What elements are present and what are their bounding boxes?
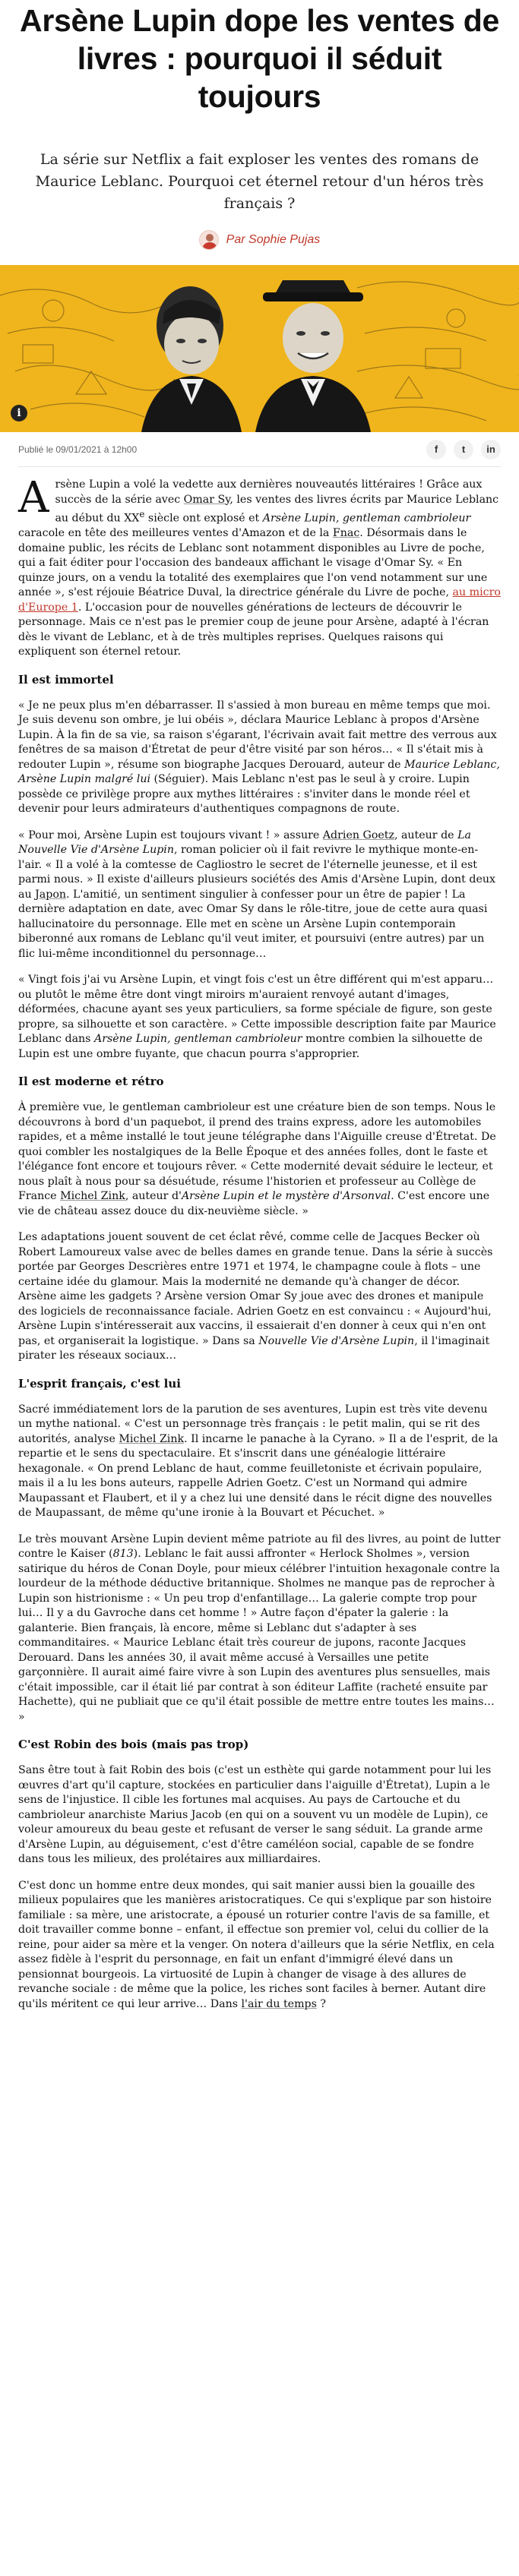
paragraph: Le très mouvant Arsène Lupin devient même patriote au fil des livres, au point de lutter contre le Kaiser (813). Leblanc le fait aussi affronter « Herlock Sholmes », version satirique du héros de Conan Doyle, pour mieux célébrer l'intuition hexagonale contre la lourdeur de la méthode déductive britannique. Sholmes ne manque pas de reprocher à Lupin son histrionisme : « Un peu trop d'enfantillage… La galerie compte trop pour lui… Il y a du Gavroche dans cet homme ! » Autre façon d'épater la galerie : la galanterie. Bien français, là encore, même si Leblanc dut s'adapter à ses commanditaires. « Maurice Leblanc était très coureur de jupons, raconte Jacques Derouard. Dans les années 30, il avait même accusé à Versailles une petite garçonnière. Il aurait aimé faire vivre à son Lupin des aventures plus sensuelles, mais c'était impossible, car il était lié par contrat à son éditeur Laffite (racheté ensuite par Hachette), qui ne publiait que ce qu'il était possible de mettre entre toutes les mains… » (18, 1533, 501, 1723)
byline (18, 230, 501, 250)
paragraph: C'est donc un homme entre deux mondes, qui sait manier aussi bien la gouaille des milieux populaires que les manières aristocratiques. Ce qui s'explique par son histoire familiale : sa mère, une aristocrate, a épousé un roturier contre l'avis de sa famille, et doit travailler comme bonne – enfant, il effectue son premier vol, celui du collier de la reine, pour aider sa mère et la venger. On notera d'ailleurs que la série Netflix, en cela assez fidèle à l'esprit du personnage, en fait un enfant d'immigré élevé dans un pensionnat bourgeois. La virtuosité de Lupin à changer de visage à des allures de revanche sociale : de même que la police, les riches sont faciles à berner. Autant dire qu'ils méritent ce qui leur arrive… Dans l'air du temps ? (18, 1879, 495, 2010)
article-body (18, 473, 501, 2012)
paragraph: Les adaptations jouent souvent de cet éclat rêvé, comme celle de Jacques Becker où Robert Lamoureux valse avec de belles dames en grande tenue. Dans la série à succès portée par Georges Descrières entre 1971 et 1974, le champagne coule à flots – une certaine idée du glamour. Mais la modernité ne demande qu'à changer de décor. Arsène aime les gadgets ? Arsène version Omar Sy joue avec des drones et manipule des logiciels de reconnaissance faciale. Adrien Goetz en est convaincu : « Aujourd'hui, Arsène Lupin s'intéresserait aux vaccins, il essaierait d'en donner à ceux qui n'en ont pas, et organiserait la logistique. » Dans sa Nouvelle Vie d'Arsène Lupin, il l'imaginait pirater les réseaux sociaux… (18, 1231, 493, 1362)
paragraph: Sacré immédiatement lors de la parution de ses aventures, Lupin est très vite devenu un mythe national. « C'est un personnage très français : le petit malin, qui se rit des autorités, analyse Michel Zink. Il incarne le panache à la Cyrano. » Il a de l'esprit, de la repartie et le sens du spectaculaire. Et s'inscrit dans une généalogie littéraire hexagonale. « On prend Leblanc de haut, comme feuilletoniste et écrivain populaire, mais il a lu les bons auteurs, rappelle Adrien Goetz. C'est un Normand qui admire Maupassant et Flaubert, et il y a chez lui une densité dans le récit digne des nouvelles de Maupassant, de même qu'une ironie à la Bouvart et Pécuchet. » (18, 1403, 498, 1520)
paragraph: À première vue, le gentleman cambrioleur est une créature bien de son temps. Nous le découvrons à bord d'un paquebot, il prend des trains express, adore les automobiles rapides, et a même installé le tout jeune télégraphe dans l'Aiguille creuse d'Étretat. De quoi combler les nostalgiques de la Belle Époque et des années folles, dont le faste et l'élégance font encore et toujours rêver. « Cette modernité devait séduire le lecteur, et nous plaît à nous pour sa désuétude, résume l'historien et professeur au Collège de France Michel Zink, auteur d'Arsène Lupin et le mystère d'Arsonval. C'est encore une vie de château assez douce du dix-neuvième siècle. » (18, 1101, 496, 1217)
paragraph: « Vingt fois j'ai vu Arsène Lupin, et vingt fois c'est un être différent qui m'est apparu… ou plutôt le même être dont vingt miroirs m'auraient renvoyé autant d'images, déformées, chacune ayant ses yeux particuliers, sa forme spéciale de figure, son geste propre, sa silhouette et son caractère. » Cette impossible description faite par Maurice Leblanc dans Arsène Lupin, gentleman cambrioleur montre combien la silhouette de Lupin est une ombre fuyante, que chacun pourra s'approprier. (18, 974, 496, 1060)
author-link[interactable]: Par Sophie Pujas (226, 233, 321, 246)
section-heading: C'est Robin des bois (mais pas trop) (18, 1738, 249, 1752)
article-lede: La série sur Netflix a fait exploser les ventes des romans de Maurice Leblanc. Pourquoi cet éternel retour d'un héros très français ? (35, 151, 484, 212)
paragraph: « Je ne peux plus m'en débarrasser. Il s'assied à mon bureau en même temps que moi. Je suis devenu son ombre, je lui obéis », déclara Maurice Leblanc à propos d'Arsène Lupin. À la fin de sa vie, sa raison s'égarant, l'écrivain avait fait mettre des verrous aux fenêtres de sa maison d'Étretat de peur d'être visité par son héros… « Il s'était mis à redouter Lupin », résume son biographe Jacques Derouard, auteur de Maurice Leblanc, Arsène Lupin malgré lui (Séguier). Mais Leblanc n'est pas le seul à y croire. Lupin possède ce privilège propre aux mythes littéraires : s'inviter dans le monde réel et devenir pour leurs admirateurs d'authentiques compagnons de route. (18, 699, 500, 816)
linkedin-share-icon[interactable]: in (481, 440, 501, 459)
publish-date: Publié le 09/01/2021 à 12h00 (18, 444, 138, 455)
paragraph: Sans être tout à fait Robin des bois (c'est un esthète qui garde notamment pour lui les œuvres d'art qu'il capture, stockées en particulier dans l'aiguille d'Étretat), Lupin a le sens de l'injustice. Il cible les fortunes mal acquises. Au pays de Cartouche et du cambrioleur anarchiste Marius Jacob (en qui on a souvent vu un modèle de Lupin), ce voleur amoureux du beau geste et refusant de verser le sang séduit. La grande arme d'Arsène Lupin, au déguisement, c'est d'être caméléon social, capable de se fondre dans tous les milieux, des prolétaires aux milliardaires. (18, 1764, 492, 1866)
drop-cap: A (18, 473, 49, 522)
article-headline: Arsène Lupin dope les ventes de livres : pourquoi il séduit toujours (20, 3, 499, 114)
link-adrien-goetz[interactable]: Adrien Goetz (322, 829, 394, 841)
info-icon[interactable]: i (11, 405, 27, 421)
paragraph: « Pour moi, Arsène Lupin est toujours vivant ! » assure Adrien Goetz, auteur de La Nouvelle Vie d'Arsène Lupin, roman policier où il fait revivre le mythique monte-en-l'air. « Il a volé à la comtesse de Cagliostro le secret de l'éternelle jeunesse, et il est parmi nous. » Il existe d'ailleurs plusieurs sociétés des Amis d'Arsène Lupin, dont deux au Japon. L'amitié, un sentiment singulier à confesser pour un être de papier ! La dernière adaptation en date, avec Omar Sy dans le rôle-titre, joue de cette aura quasi hallucinatoire du personnage. Elle met en scène un Arsène Lupin contemporain biberonné aux romans de Leblanc qu'il veut imiter, et poursuivi (entre autres) par un flic lui-même inconditionnel du personnage… (18, 829, 495, 960)
link-omar-sy[interactable]: Omar Sy (183, 493, 230, 506)
link-europe1[interactable]: au micro d'Europe 1 (18, 586, 501, 614)
section-heading: Il est immortel (18, 672, 114, 687)
facebook-share-icon[interactable]: f (426, 440, 446, 459)
hero-image (0, 265, 519, 432)
hero-illustration (0, 265, 519, 432)
link-michel-zink-2[interactable]: Michel Zink (119, 1432, 185, 1445)
link-japon[interactable]: Japon (35, 888, 67, 901)
paragraph: Arsène Lupin a volé la vedette aux dernières nouveautés littéraires ! Grâce aux succès de la série avec Omar Sy, les ventes des livres écrits par Maurice Leblanc au début du XXe siècle ont explosé et Arsène Lupin, gentleman cambrioleur caracole en tête des meilleures ventes d'Amazon et de la Fnac. Désormais dans le domaine public, les récits de Leblanc sont notamment disponibles au Livre de poche, qui a fait éditer pour l'occasion des bandeaux affichant le visage d'Omar Sy. « En quinze jours, on a vendu la totalité des exemplaires que l'on vend notamment sur une année », s'est réjouie Béatrice Duval, la directrice générale du Livre de poche, au micro d'Europe 1. L'occasion pour de nouvelles générations de lecteurs de découvrir le personnage. Mais ce n'est pas le premier coup de jeune pour Arsène, adapté à l'écran dès le vivant de Leblanc, et à de très multiples reprises. Quelques raisons qui expliquent son éternel retour. (18, 473, 501, 658)
section-heading: Il est moderne et rétro (18, 1075, 164, 1089)
link-air-du-temps[interactable]: l'air du temps (241, 1997, 317, 2010)
section-heading: L'esprit français, c'est lui (18, 1376, 181, 1391)
twitter-share-icon[interactable]: t (454, 440, 473, 459)
link-michel-zink[interactable]: Michel Zink (60, 1190, 125, 1203)
link-fnac[interactable]: Fnac (332, 527, 360, 540)
article-meta-bar (18, 432, 501, 467)
author-avatar (199, 230, 219, 250)
share-buttons (426, 440, 501, 459)
